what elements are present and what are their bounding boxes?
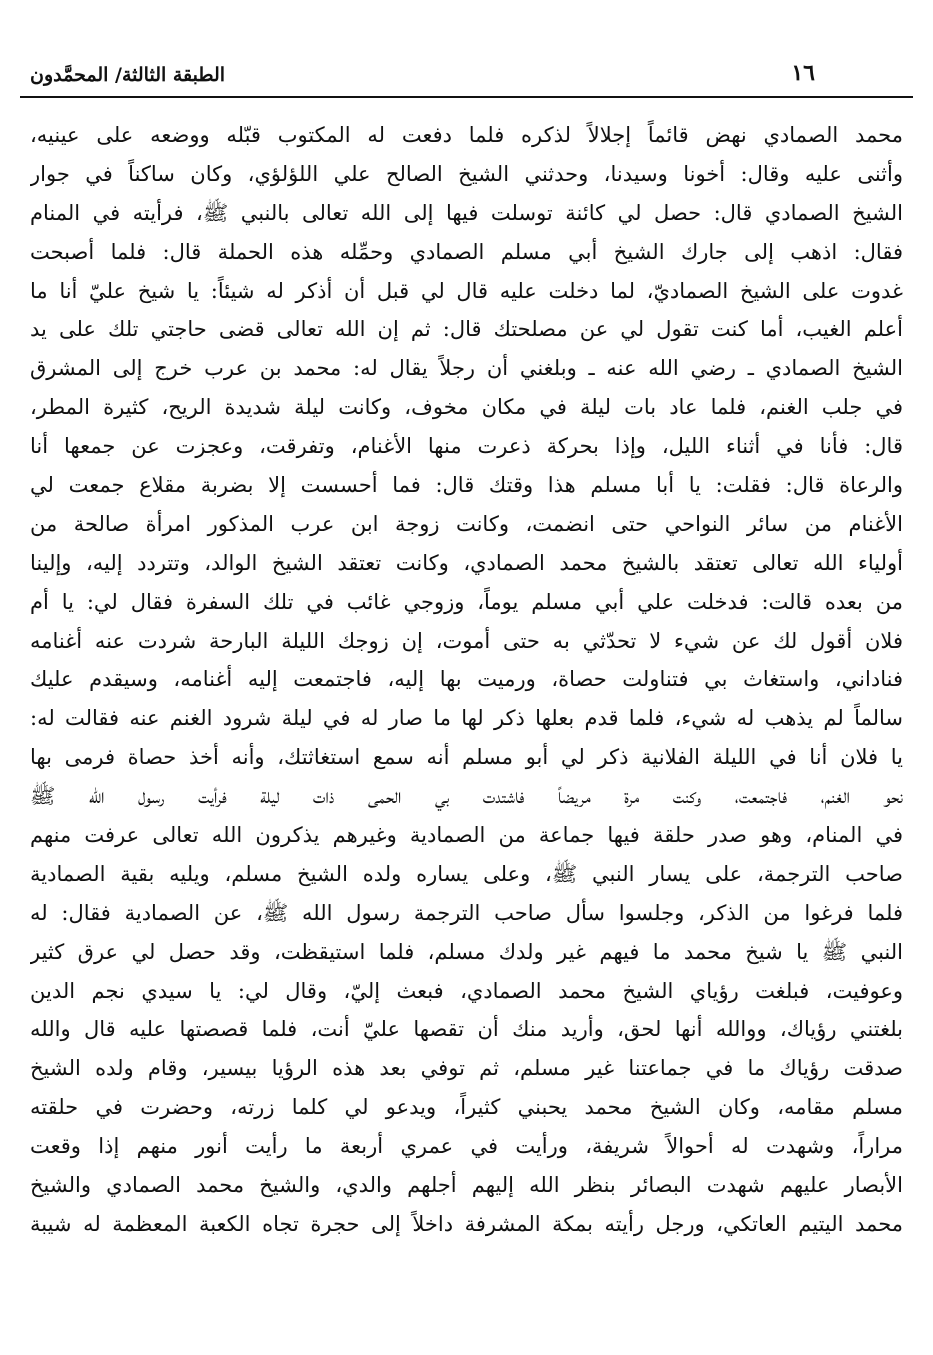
text-line: الشيخ الصمادي قال: حصل لي كائنة توسلت فيها إلى الله تعالى بالنبي ﷺ، فرأيته في المنام bbox=[30, 200, 903, 225]
header-rule bbox=[20, 96, 913, 98]
body-text bbox=[30, 116, 903, 1244]
text-line: مسلم مقامه، وكان الشيخ محمد يحبني كثيراً، ويدعو لي كلما زرته، وحضرت في حلقته bbox=[30, 1095, 903, 1120]
text-line: نحو الغنم، فاجتمعت، وكنت مرة مريضاً فاشتدت بي الحمى ذات ليلة فرأيت رسول الله ﷺ bbox=[30, 784, 903, 809]
page-header bbox=[20, 58, 913, 94]
text-line: الشيخ الصمادي ـ رضي الله عنه ـ وبلغني أن رجلاً يقال له: محمد بن عرب خرج إلى المشرق bbox=[30, 356, 903, 381]
text-line: بلغتني رؤياك، ووالله أنها لحق، وأريد منك أن تقصها عليّ أنت، فلما قصصتها عليه قال والله bbox=[30, 1017, 903, 1042]
text-line: مراراً، وشهدت له أحوالاً شريفة، ورأيت في عمري أربعة ما رأيت أنور منهم إذا وقعت bbox=[30, 1134, 903, 1159]
text-line: سالماً لم يذهب له شيء، فلما قدم بعلها ذكر لها ما صار له في ليلة شرود الغنم عنه فقالت له: bbox=[30, 706, 903, 731]
running-head: الطبقة الثالثة/ المحمَّدون bbox=[30, 64, 226, 86]
text-line: أولياء الله تعالى تعتقد بالشيخ محمد الصمادي، وكانت تعتقد الشيخ الوالد، وتتردد إليه، وإلينا bbox=[30, 550, 903, 575]
text-line: فلان أقول لك عن شيء لا تحدّثي به حتى أموت، إن زوجك الليلة البارحة شردت عنه أغنامه bbox=[30, 628, 903, 653]
text-line: الأبصار عليهم شهدت البصائر بنظر الله إليهم أجلهم والدي، والشيخ محمد الصمادي والشيخ bbox=[30, 1173, 903, 1198]
text-line: من بعده قالت: فدخلت علي أبي مسلم يوماً، وزوجي غائب في تلك السفرة فقال لي: يا أم bbox=[30, 589, 903, 614]
text-line: صاحب الترجمة، على يسار النبي ﷺ، وعلى يساره ولده الشيخ مسلم، ويليه بقية الصمادية bbox=[30, 861, 903, 886]
text-line: محمد اليتيم العاتكي، ورجل رأيته بمكة المشرفة داخلاً إلى حجرة تجاه الكعبة المعظمة له شيبة bbox=[30, 1211, 903, 1236]
text-line: صدقت رؤياك ما في جماعتنا غير مسلم، ثم توفي بعد هذه الرؤيا بيسير، وقام ولده الشيخ bbox=[30, 1056, 903, 1081]
text-line: فناداني، واستغاث بي فتناولت حصاة، ورميت بها إليه، فاجتمعت إليه أغنامه، وسيقدم عليك bbox=[30, 667, 903, 692]
text-line: في المنام، وهو صدر حلقة فيها جماعة من الصمادية وغيرهم يذكرون الله تعالى عرفت منهم bbox=[30, 823, 903, 848]
text-line: قال: فأنا في أثناء الليل، وإذا بحركة ذعرت منها الأغنام، وتفرقت، وعجزت عن جمعها أنا bbox=[30, 434, 903, 459]
text-line: وعوفيت، فبلغت رؤياي الشيخ محمد الصمادي، فبعث إليّ، وقال لي: يا سيدي نجم الدين bbox=[30, 978, 903, 1003]
text-line: أعلم الغيب، أما كنت تقول لي عن مصلحتك قال: ثم إن الله تعالى قضى حاجتي تلك على يد bbox=[30, 317, 903, 342]
text-line: غدوت على الشيخ الصماديّ، لما دخلت عليه قال لي قبل أن أذكر له شيئاً: يا شيخ عليّ أنا ما bbox=[30, 278, 903, 303]
text-line: محمد الصمادي نهض قائماً إجلالاً لذكره فلما دفعت له المكتوب قبّله ووضعه على عينيه، bbox=[30, 123, 903, 147]
text-line: في جلب الغنم، فلما عاد بات ليلة في مكان مخوف، وكانت ليلة شديدة الريح، كثيرة المطر، bbox=[30, 395, 903, 420]
text-line: يا فلان أنا في الليلة الفلانية ذكر لي أبو مسلم أنه سمع استغاثتك، وأنه أخذ حصاة فرمى بها bbox=[30, 745, 903, 770]
text-line: وأثنى عليه وقال: أخونا وسيدنا، وحدثني الشيخ الصالح علي اللؤلؤي، وكان ساكناً في جوار bbox=[30, 161, 903, 186]
page-number: ١٦ bbox=[791, 60, 815, 86]
text-line: فقال: اذهب إلى جارك الشيخ أبي مسلم الصمادي وحمِّله هذه الحملة قال: فلما أصبحت bbox=[30, 239, 903, 264]
text-line: فلما فرغوا من الذكر، وجلسوا سأل صاحب الترجمة رسول الله ﷺ، عن الصمادية فقال: له bbox=[30, 900, 903, 925]
text-line: النبي ﷺ يا شيخ محمد ما فيهم غير ولدك مسلم، فلما استيقظت، وقد حصل لي عرق كثير bbox=[30, 939, 903, 964]
text-line: الأغنام من سائر النواحي حتى انضمت، وكانت زوجة ابن عرب المذكور امرأة صالحة من bbox=[30, 511, 903, 536]
text-line: والرعاة قال: فقلت: يا أبا مسلم هذا وقتك قال: فما أحسست إلا بضربة مقلاع جمعت لي bbox=[30, 473, 903, 498]
